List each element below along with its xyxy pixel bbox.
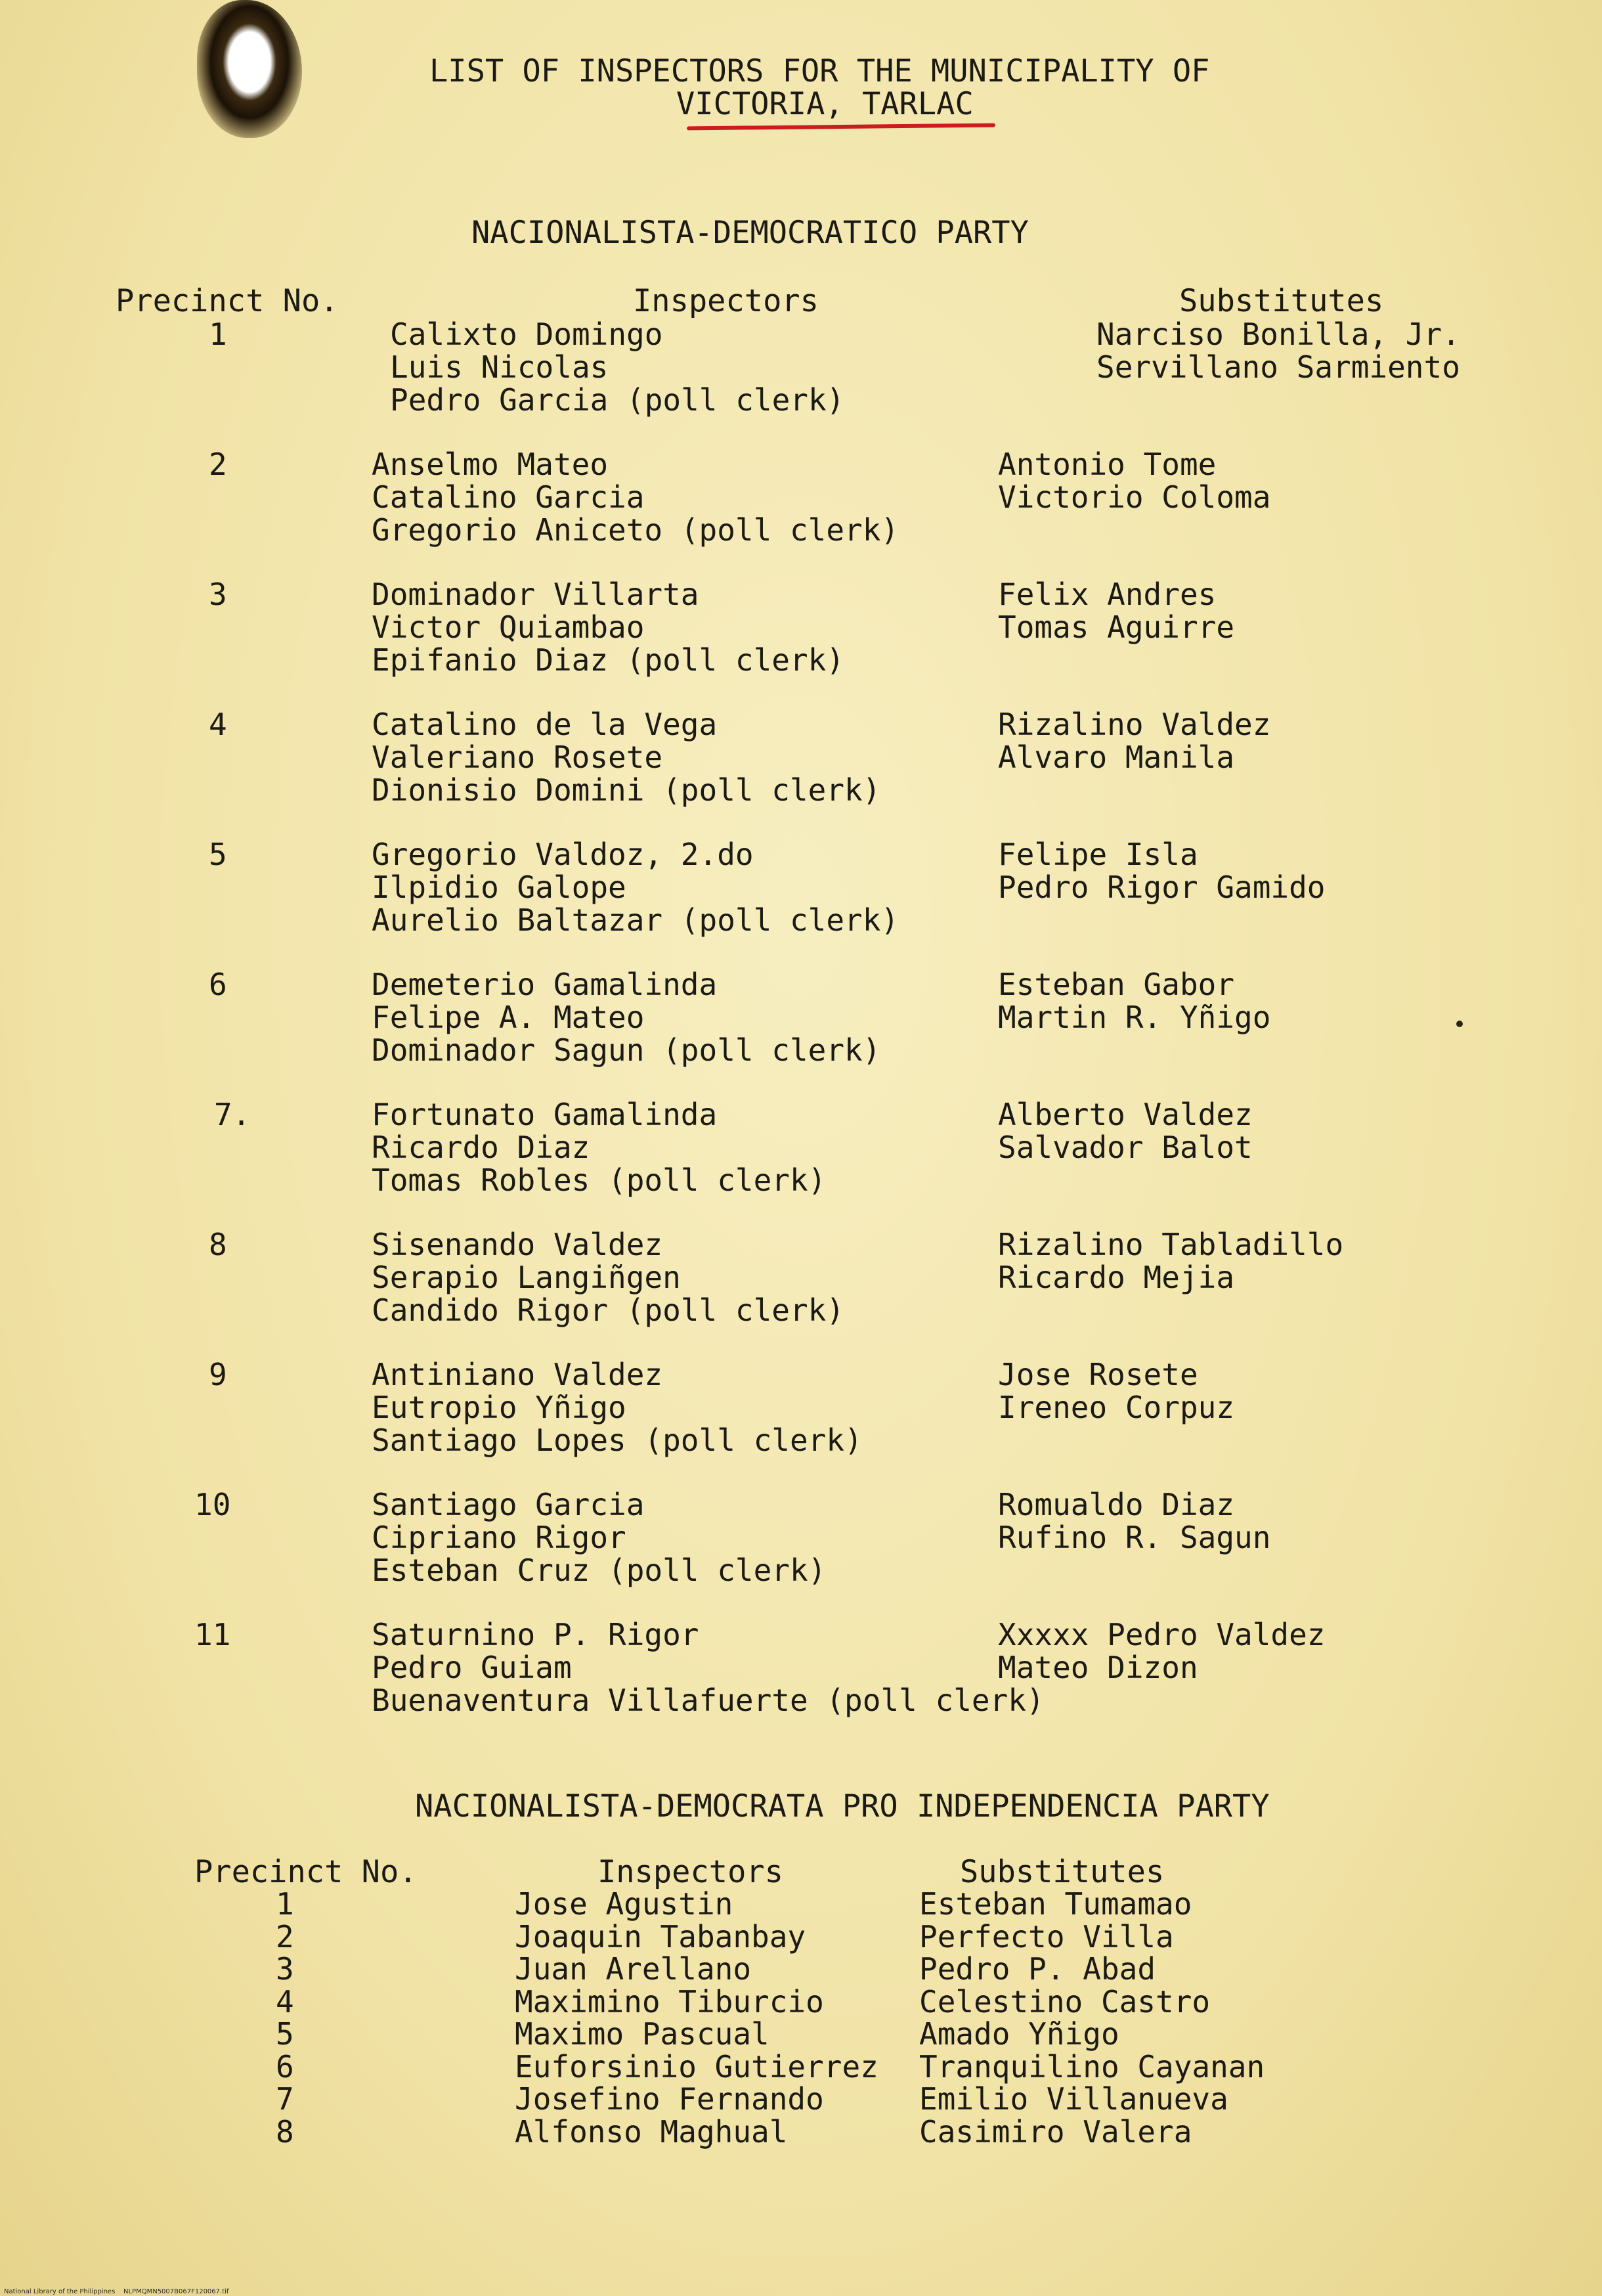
inspector-name: Alfonso Maghual <box>515 2114 788 2150</box>
inspector-name: Dominador Sagun (poll clerk) <box>372 1032 881 1068</box>
inspector-name: Demeterio Gamalinda <box>372 967 718 1002</box>
inspector-name: Catalino Garcia <box>372 479 645 515</box>
substitute-name: Esteban Gabor <box>998 967 1235 1002</box>
substitute-name: Martin R. Yñigo <box>998 1000 1271 1035</box>
substitute-name: Antonio Tome <box>998 447 1217 482</box>
inspector-name: Pedro Garcia (poll clerk) <box>390 382 845 418</box>
inspector-name: Esteban Cruz (poll clerk) <box>372 1553 827 1588</box>
substitute-name: Rufino R. Sagun <box>998 1520 1271 1555</box>
substitute-name: Emilio Villanueva <box>919 2081 1228 2117</box>
inspector-name: Maximino Tiburcio <box>515 1984 824 2020</box>
inspector-name: Felipe A. Mateo <box>372 1000 645 1035</box>
inspector-name: Fortunato Gamalinda <box>372 1097 718 1132</box>
inspector-name: Santiago Lopes (poll clerk) <box>372 1423 863 1458</box>
inspector-name: Candido Rigor (poll clerk) <box>372 1292 845 1328</box>
inspector-name: Catalino de la Vega <box>372 707 718 742</box>
document-title-line1: LIST OF INSPECTORS FOR THE MUNICIPALITY OF <box>429 53 1210 89</box>
precinct-number: 10 <box>194 1487 231 1522</box>
footer-file: NLPMQMN5007B067F120067.tif <box>123 2288 229 2295</box>
ink-speck <box>1456 1021 1463 1027</box>
party1-col-substitutes: Substitutes <box>1179 283 1384 319</box>
substitute-name: Alberto Valdez <box>998 1097 1253 1132</box>
inspector-name: Ilpidio Galope <box>372 870 626 905</box>
party2-col-inspectors: Inspectors <box>597 1854 783 1890</box>
substitute-name: Perfecto Villa <box>919 1919 1174 1954</box>
inspector-name: Aurelio Baltazar (poll clerk) <box>372 902 899 938</box>
substitute-name: Mateo Dizon <box>998 1650 1198 1685</box>
inspector-name: Eutropio Yñigo <box>372 1390 626 1425</box>
party1-col-inspectors: Inspectors <box>633 283 819 319</box>
inspector-name: Antiniano Valdez <box>372 1357 663 1392</box>
precinct-number: 2 <box>276 1919 294 1954</box>
inspector-name: Epifanio Diaz (poll clerk) <box>372 642 845 678</box>
substitute-name: Pedro P. Abad <box>919 1951 1156 1987</box>
precinct-number: 4 <box>276 1984 294 2020</box>
inspector-name: Joaquin Tabanbay <box>515 1919 806 1954</box>
substitute-name: Ricardo Mejia <box>998 1260 1235 1295</box>
substitute-name: Pedro Rigor Gamido <box>998 870 1326 905</box>
substitute-name: Amado Yñigo <box>919 2016 1119 2052</box>
inspector-name: Euforsinio Gutierrez <box>515 2049 878 2085</box>
precinct-number: 4 <box>209 707 227 742</box>
precinct-number: 9 <box>209 1357 227 1392</box>
precinct-number: 6 <box>209 967 227 1002</box>
substitute-name: Casimiro Valera <box>919 2114 1192 2150</box>
substitute-name: Xxxxx Pedro Valdez <box>998 1617 1326 1652</box>
burn-mark <box>197 0 302 138</box>
inspector-name: Saturnino P. Rigor <box>372 1617 699 1652</box>
precinct-number: 8 <box>209 1227 227 1262</box>
document-title-line2: VICTORIA, TARLAC <box>676 86 974 122</box>
precinct-number: 2 <box>209 447 227 482</box>
substitute-name: Esteban Tumamao <box>919 1886 1192 1922</box>
substitute-name: Felix Andres <box>998 577 1217 612</box>
substitute-name: Narciso Bonilla, Jr. <box>1096 317 1460 352</box>
title-underline <box>687 123 995 131</box>
substitute-name: Rizalino Valdez <box>998 707 1271 742</box>
precinct-number: 1 <box>209 317 227 352</box>
precinct-number: 5 <box>276 2016 294 2052</box>
substitute-name: Salvador Balot <box>998 1130 1253 1165</box>
precinct-number: 3 <box>209 577 227 612</box>
substitute-name: Servillano Sarmiento <box>1096 349 1460 385</box>
inspector-name: Sisenando Valdez <box>372 1227 663 1262</box>
substitute-name: Alvaro Manila <box>998 740 1235 775</box>
substitute-name: Victorio Coloma <box>998 479 1271 515</box>
party2-heading: NACIONALISTA-DEMOCRATA PRO INDEPENDENCIA PARTY <box>415 1788 1270 1824</box>
party2-col-precinct: Precinct No. <box>194 1854 418 1890</box>
inspector-name: Santiago Garcia <box>372 1487 645 1522</box>
inspector-name: Maximo Pascual <box>515 2016 769 2052</box>
inspector-name: Josefino Fernando <box>515 2081 824 2117</box>
inspector-name: Ricardo Diaz <box>372 1130 590 1165</box>
substitute-name: Rizalino Tabladillo <box>998 1227 1344 1262</box>
inspector-name: Dionisio Domini (poll clerk) <box>372 772 881 808</box>
precinct-number: 7 <box>276 2081 294 2117</box>
inspector-name: Gregorio Valdoz, 2.do <box>372 837 754 872</box>
party2-col-substitutes: Substitutes <box>960 1854 1165 1890</box>
inspector-name: Dominador Villarta <box>372 577 699 612</box>
substitute-name: Tranquilino Cayanan <box>919 2049 1265 2085</box>
inspector-name: Buenaventura Villafuerte (poll clerk) <box>372 1683 1045 1718</box>
inspector-name: Luis Nicolas <box>390 349 609 385</box>
footer <box>4 2288 228 2295</box>
substitute-name: Felipe Isla <box>998 837 1198 872</box>
inspector-name: Anselmo Mateo <box>372 447 609 482</box>
footer-source: National Library of the Philippines <box>4 2288 116 2295</box>
inspector-name: Jose Agustin <box>515 1886 733 1922</box>
party1-col-precinct: Precinct No. <box>116 283 339 319</box>
precinct-number: 5 <box>209 837 227 872</box>
inspector-name: Calixto Domingo <box>390 317 663 352</box>
precinct-number: 3 <box>276 1951 294 1987</box>
inspector-name: Tomas Robles (poll clerk) <box>372 1162 827 1198</box>
inspector-name: Cipriano Rigor <box>372 1520 626 1555</box>
precinct-number: 6 <box>276 2049 294 2085</box>
substitute-name: Tomas Aguirre <box>998 609 1235 645</box>
precinct-number: 1 <box>276 1886 294 1922</box>
inspector-name: Gregorio Aniceto (poll clerk) <box>372 512 899 548</box>
inspector-name: Juan Arellano <box>515 1951 752 1987</box>
substitute-name: Jose Rosete <box>998 1357 1198 1392</box>
substitute-name: Romualdo Diaz <box>998 1487 1235 1522</box>
precinct-number: 11 <box>194 1617 231 1652</box>
substitute-name: Celestino Castro <box>919 1984 1211 2020</box>
inspector-name: Pedro Guiam <box>372 1650 572 1685</box>
inspector-name: Victor Quiambao <box>372 609 645 645</box>
inspector-name: Serapio Langiñgen <box>372 1260 681 1295</box>
precinct-number: 8 <box>276 2114 294 2150</box>
precinct-number: 7. <box>214 1097 251 1132</box>
substitute-name: Ireneo Corpuz <box>998 1390 1235 1425</box>
party1-heading: NACIONALISTA-DEMOCRATICO PARTY <box>471 215 1029 251</box>
inspector-name: Valeriano Rosete <box>372 740 663 775</box>
